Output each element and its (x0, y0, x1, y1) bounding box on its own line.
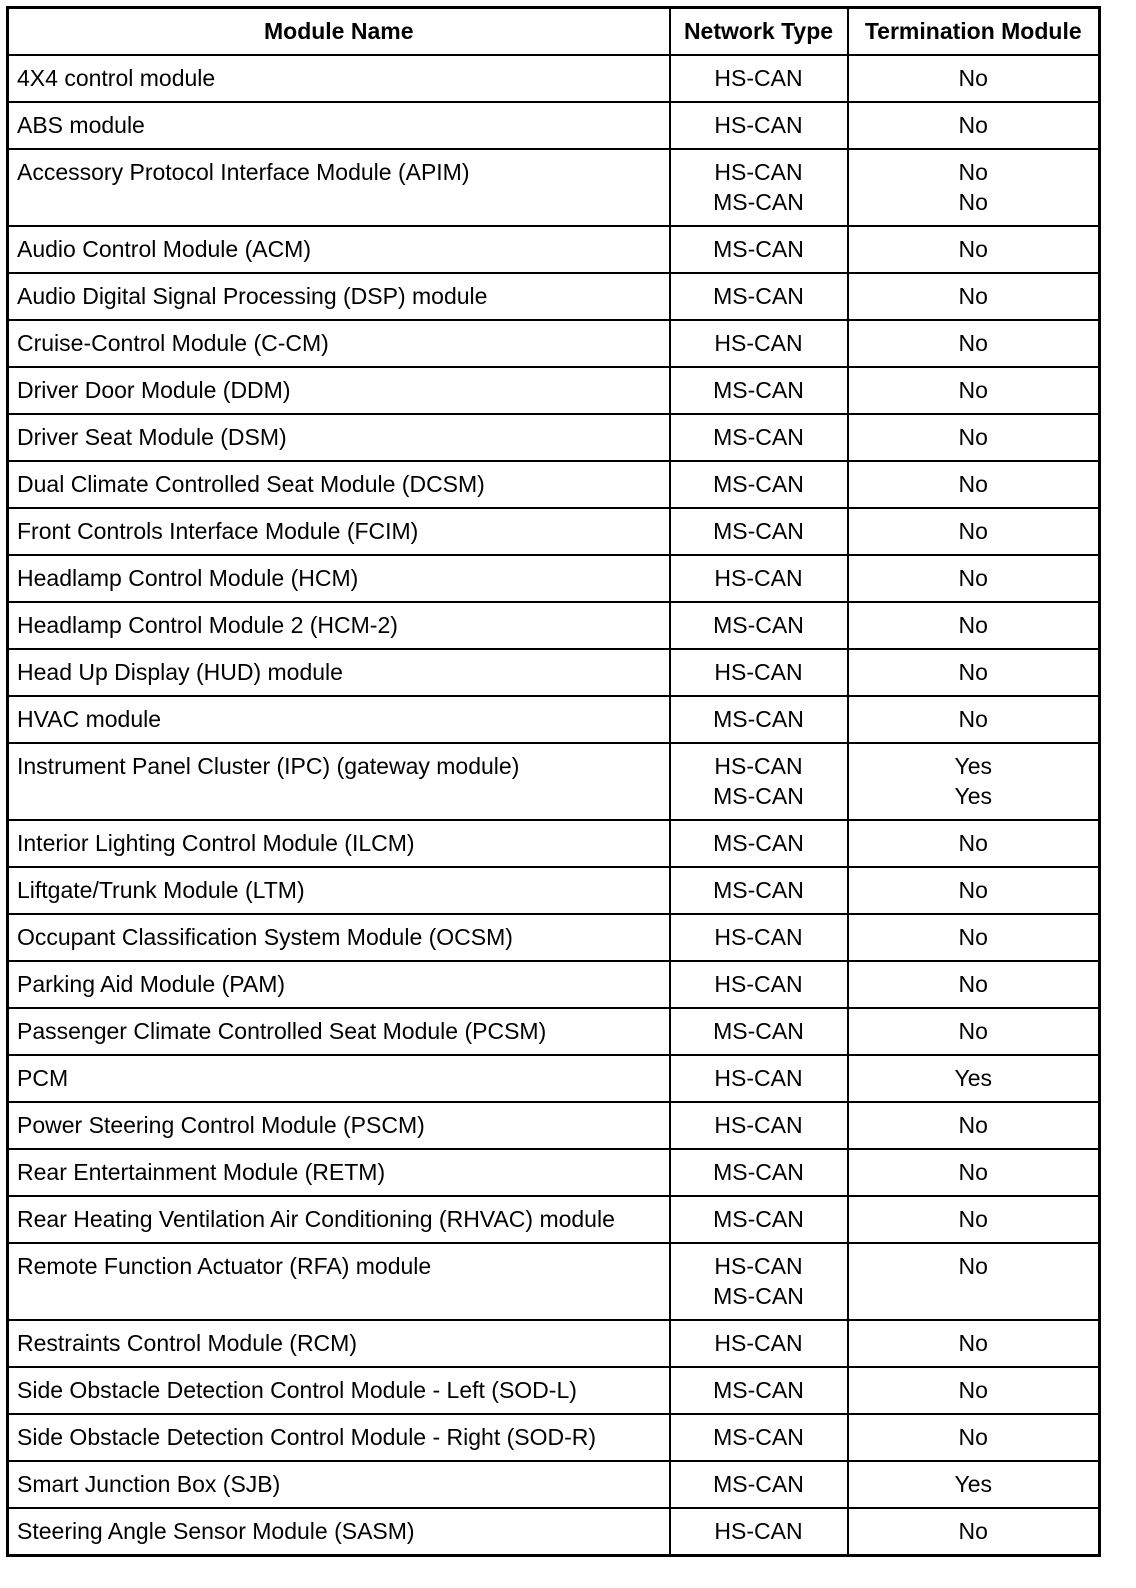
network-type-cell (670, 226, 848, 273)
network-type-cell (670, 367, 848, 414)
termination-module-cell (848, 55, 1100, 102)
network-type-value: HS-CAN (714, 329, 803, 356)
module-name-cell: Parking Aid Module (PAM) (8, 961, 670, 1008)
network-type-value: MS-CAN (713, 376, 804, 403)
termination-module-cell (848, 508, 1100, 555)
termination-module-cell (848, 961, 1100, 1008)
termination-module-value: No (958, 282, 988, 309)
table-row (8, 1508, 1100, 1556)
module-name-cell: Headlamp Control Module 2 (HCM-2) (8, 602, 670, 649)
termination-module-value: No (958, 1423, 988, 1450)
table-row (8, 649, 1100, 696)
termination-module-cell (848, 226, 1100, 273)
network-type-cell (670, 1414, 848, 1461)
network-type-value: MS-CAN (713, 423, 804, 450)
termination-module-cell (848, 273, 1100, 320)
module-name-cell: Rear Heating Ventilation Air Conditioning (RHVAC) module (8, 1196, 670, 1243)
termination-module-value: No (958, 923, 988, 950)
table-header (8, 8, 1100, 55)
network-type-value: MS-CAN (713, 1470, 804, 1497)
module-name-cell: HVAC module (8, 696, 670, 743)
network-type-value: MS-CAN (713, 282, 804, 309)
table-row (8, 508, 1100, 555)
module-name-cell: Side Obstacle Detection Control Module - Right (SOD-R) (8, 1414, 670, 1461)
termination-module-cell (848, 149, 1100, 226)
table-row (8, 1414, 1100, 1461)
table-row (8, 1055, 1100, 1102)
network-type-value: HS-CAN (714, 1064, 803, 1091)
termination-module-value: Yes (954, 1470, 993, 1497)
header-row (8, 8, 1100, 55)
termination-module-value: No (958, 1329, 988, 1356)
termination-module-cell (848, 1196, 1100, 1243)
table-row (8, 1243, 1100, 1320)
table-row (8, 602, 1100, 649)
network-type-cell (670, 1102, 848, 1149)
termination-module-value: No (958, 1017, 988, 1044)
network-type-cell (670, 820, 848, 867)
termination-module-cell (848, 1320, 1100, 1367)
module-name-cell: Driver Door Module (DDM) (8, 367, 670, 414)
termination-module-value: No (958, 470, 988, 497)
network-type-value: MS-CAN (713, 1376, 804, 1403)
module-name-cell: Cruise-Control Module (C-CM) (8, 320, 670, 367)
module-name-cell: ABS module (8, 102, 670, 149)
termination-module-value: Yes (954, 1064, 993, 1091)
table-row (8, 696, 1100, 743)
termination-module-value: No (958, 111, 988, 138)
table-row (8, 149, 1100, 226)
module-name-cell: Occupant Classification System Module (OCSM) (8, 914, 670, 961)
module-name-cell: Steering Angle Sensor Module (SASM) (8, 1508, 670, 1556)
table-row (8, 1196, 1100, 1243)
network-type-value: MS-CAN (713, 611, 804, 638)
network-type-value: HS-CAN (714, 64, 803, 91)
termination-module-value: No (958, 158, 988, 185)
module-name-cell: Smart Junction Box (SJB) (8, 1461, 670, 1508)
network-type-cell (670, 555, 848, 602)
network-type-cell (670, 508, 848, 555)
table-row (8, 414, 1100, 461)
termination-module-cell (848, 696, 1100, 743)
network-type-value: MS-CAN (713, 705, 804, 732)
network-type-cell (670, 414, 848, 461)
module-name-cell: Rear Entertainment Module (RETM) (8, 1149, 670, 1196)
module-name-cell: Instrument Panel Cluster (IPC) (gateway module) (8, 743, 670, 820)
termination-module-value: No (958, 64, 988, 91)
network-type-cell (670, 1149, 848, 1196)
termination-module-cell (848, 1367, 1100, 1414)
termination-module-value: No (958, 705, 988, 732)
network-type-cell (670, 55, 848, 102)
network-type-value: HS-CAN (714, 158, 803, 185)
table-row (8, 1320, 1100, 1367)
network-type-cell (670, 649, 848, 696)
table-row (8, 914, 1100, 961)
table-row (8, 367, 1100, 414)
module-name-cell: Dual Climate Controlled Seat Module (DCSM) (8, 461, 670, 508)
termination-module-value: Yes (954, 752, 993, 779)
module-name-cell: Driver Seat Module (DSM) (8, 414, 670, 461)
module-name-cell: Head Up Display (HUD) module (8, 649, 670, 696)
network-type-cell (670, 1008, 848, 1055)
termination-module-cell (848, 1149, 1100, 1196)
network-type-value: HS-CAN (714, 923, 803, 950)
network-type-cell (670, 696, 848, 743)
network-type-value: MS-CAN (713, 1158, 804, 1185)
termination-module-value: No (958, 829, 988, 856)
termination-module-cell (848, 867, 1100, 914)
termination-module-cell (848, 1461, 1100, 1508)
module-name-cell: Interior Lighting Control Module (ILCM) (8, 820, 670, 867)
termination-module-value: No (958, 517, 988, 544)
termination-module-cell (848, 1508, 1100, 1556)
network-type-value: HS-CAN (714, 1252, 803, 1279)
termination-module-value: No (958, 658, 988, 685)
network-type-value: HS-CAN (714, 1517, 803, 1544)
termination-module-cell (848, 461, 1100, 508)
termination-module-value: No (958, 611, 988, 638)
network-type-value: HS-CAN (714, 564, 803, 591)
network-type-cell (670, 461, 848, 508)
header-module-name: Module Name (8, 8, 670, 55)
module-name-cell: 4X4 control module (8, 55, 670, 102)
termination-module-cell (848, 555, 1100, 602)
termination-module-cell (848, 1414, 1100, 1461)
termination-module-value: No (958, 423, 988, 450)
termination-module-value: No (958, 1111, 988, 1138)
termination-module-value: No (958, 188, 988, 215)
network-type-cell (670, 867, 848, 914)
network-type-value: HS-CAN (714, 1111, 803, 1138)
termination-module-value: No (958, 564, 988, 591)
table-row (8, 961, 1100, 1008)
network-type-cell (670, 914, 848, 961)
network-type-cell (670, 743, 848, 820)
network-type-cell (670, 1055, 848, 1102)
network-type-value: MS-CAN (713, 782, 804, 809)
table-row (8, 461, 1100, 508)
network-type-cell (670, 273, 848, 320)
module-name-cell: Remote Function Actuator (RFA) module (8, 1243, 670, 1320)
network-type-value: MS-CAN (713, 188, 804, 215)
network-type-value: HS-CAN (714, 752, 803, 779)
termination-module-value: No (958, 1376, 988, 1403)
module-name-cell: Restraints Control Module (RCM) (8, 1320, 670, 1367)
header-termination-module: Termination Module (848, 8, 1100, 55)
network-type-value: MS-CAN (713, 1423, 804, 1450)
termination-module-cell (848, 743, 1100, 820)
module-name-cell: Accessory Protocol Interface Module (APIM) (8, 149, 670, 226)
table-row (8, 1008, 1100, 1055)
termination-module-value: No (958, 1205, 988, 1232)
termination-module-value: No (958, 329, 988, 356)
network-type-cell (670, 320, 848, 367)
network-type-cell (670, 1196, 848, 1243)
table-row (8, 320, 1100, 367)
network-type-cell (670, 1367, 848, 1414)
network-type-value: MS-CAN (713, 235, 804, 262)
network-type-value: MS-CAN (713, 1017, 804, 1044)
network-type-cell (670, 149, 848, 226)
network-type-value: MS-CAN (713, 876, 804, 903)
table-body (8, 55, 1100, 1556)
network-type-cell (670, 1243, 848, 1320)
module-name-cell: Audio Control Module (ACM) (8, 226, 670, 273)
termination-module-cell (848, 367, 1100, 414)
table-row (8, 226, 1100, 273)
table-row (8, 1102, 1100, 1149)
table-row (8, 555, 1100, 602)
module-name-cell: Power Steering Control Module (PSCM) (8, 1102, 670, 1149)
table-row (8, 867, 1100, 914)
termination-module-value: No (958, 876, 988, 903)
module-name-cell: Audio Digital Signal Processing (DSP) module (8, 273, 670, 320)
termination-module-cell (848, 102, 1100, 149)
table-row (8, 55, 1100, 102)
network-type-cell (670, 1320, 848, 1367)
table-row (8, 743, 1100, 820)
network-type-value: MS-CAN (713, 517, 804, 544)
module-name-cell: PCM (8, 1055, 670, 1102)
termination-module-value: No (958, 1252, 988, 1279)
termination-module-cell (848, 1243, 1100, 1320)
table-row (8, 1149, 1100, 1196)
network-type-cell (670, 102, 848, 149)
termination-module-value: No (958, 235, 988, 262)
termination-module-value: Yes (954, 782, 993, 809)
module-name-cell: Liftgate/Trunk Module (LTM) (8, 867, 670, 914)
termination-module-cell (848, 1055, 1100, 1102)
network-type-cell (670, 1461, 848, 1508)
network-type-value: HS-CAN (714, 1329, 803, 1356)
table-row (8, 820, 1100, 867)
network-type-cell (670, 602, 848, 649)
termination-module-cell (848, 414, 1100, 461)
table-row (8, 1461, 1100, 1508)
header-network-type: Network Type (670, 8, 848, 55)
module-name-cell: Side Obstacle Detection Control Module - Left (SOD-L) (8, 1367, 670, 1414)
termination-module-value: No (958, 970, 988, 997)
module-name-cell: Headlamp Control Module (HCM) (8, 555, 670, 602)
table-row (8, 1367, 1100, 1414)
table-row (8, 102, 1100, 149)
network-type-cell (670, 1508, 848, 1556)
termination-module-value: No (958, 1517, 988, 1544)
termination-module-value: No (958, 376, 988, 403)
network-type-value: MS-CAN (713, 470, 804, 497)
network-type-value: MS-CAN (713, 1205, 804, 1232)
module-name-cell: Passenger Climate Controlled Seat Module (PCSM) (8, 1008, 670, 1055)
network-type-value: HS-CAN (714, 658, 803, 685)
module-name-cell: Front Controls Interface Module (FCIM) (8, 508, 670, 555)
network-type-value: MS-CAN (713, 829, 804, 856)
network-type-value: HS-CAN (714, 111, 803, 138)
network-type-value: MS-CAN (713, 1282, 804, 1309)
table-row (8, 273, 1100, 320)
termination-module-value: No (958, 1158, 988, 1185)
termination-module-cell (848, 649, 1100, 696)
termination-module-cell (848, 320, 1100, 367)
termination-module-cell (848, 820, 1100, 867)
network-type-cell (670, 961, 848, 1008)
network-type-value: HS-CAN (714, 970, 803, 997)
module-network-table (6, 6, 1101, 1557)
termination-module-cell (848, 602, 1100, 649)
termination-module-cell (848, 914, 1100, 961)
termination-module-cell (848, 1008, 1100, 1055)
termination-module-cell (848, 1102, 1100, 1149)
